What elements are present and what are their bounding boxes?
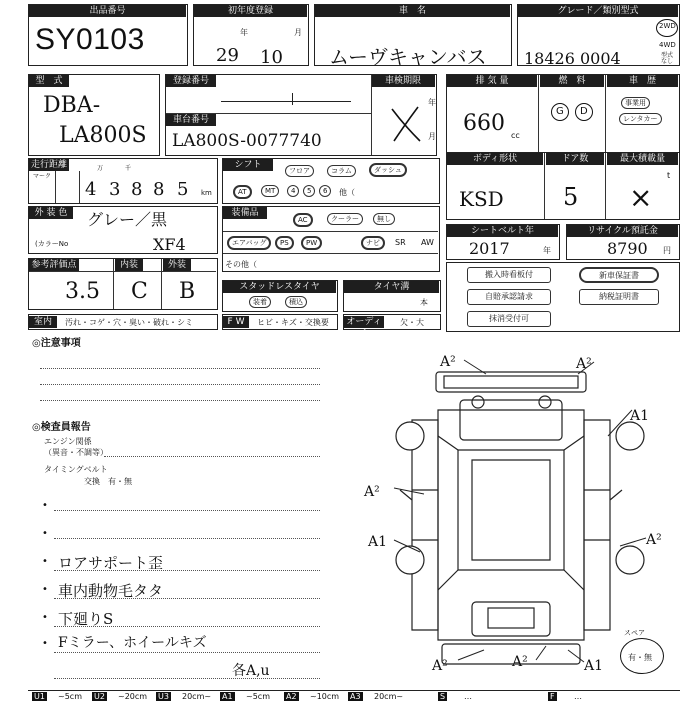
seatbelt-box [446, 224, 560, 260]
svg-text:A²: A² [512, 654, 528, 670]
fuel-label: 燃 料 [540, 75, 604, 87]
bullet: • [42, 584, 48, 595]
mileage-digit: 8 [131, 179, 143, 200]
doc-warranty: 新車保証書 [579, 267, 659, 283]
car-name-label: 車 名 [315, 5, 510, 17]
tire-box [343, 280, 441, 312]
inspection-month-unit: 月 [428, 132, 436, 141]
legend-item: U2 [94, 692, 105, 701]
month-unit: 月 [294, 28, 302, 37]
capacity-value: × [629, 181, 653, 214]
inspection-year-unit: 年 [428, 98, 436, 107]
exterior-value: B [179, 279, 196, 304]
legend-item: ~5cm [246, 692, 270, 701]
history-business: 事業用 [621, 97, 650, 109]
grade-box [517, 4, 680, 66]
displacement-unit: cc [511, 131, 520, 140]
bullet: • [42, 612, 48, 623]
interior-state-label: 室内 [29, 316, 57, 328]
equipment-aw: AW [421, 238, 434, 247]
recycle-unit: 円 [663, 246, 671, 255]
color-box [28, 206, 218, 254]
svg-text:A²: A² [576, 356, 592, 372]
studless-installed: 装着 [249, 296, 271, 308]
equipment-ac: AC [293, 213, 313, 227]
first-reg-year: 29 [216, 45, 239, 66]
mileage-digit: 3 [109, 179, 121, 200]
grade-label: グレード／類別型式 [518, 5, 678, 17]
seatbelt-unit: 年 [543, 246, 551, 255]
legend-item: S [440, 692, 446, 701]
first-registration-box [193, 4, 309, 66]
studless-box [222, 280, 338, 312]
first-reg-month: 10 [260, 47, 283, 68]
mileage-sub: マーク [33, 173, 52, 180]
fuel-d: D [580, 106, 588, 117]
inspection-label: 車検期限 [371, 75, 435, 87]
engine-label-2: （異音・不調等） [44, 448, 108, 457]
inspection-cross-mark [388, 103, 424, 145]
mileage-label: 走行距離 [30, 160, 67, 170]
displacement-value: 660 [463, 111, 505, 136]
spare-label: スペア [624, 629, 645, 637]
bullet: • [42, 500, 48, 511]
legend-item: ~5cm [58, 692, 82, 701]
svg-text:A1: A1 [584, 658, 604, 674]
shift-box [222, 158, 440, 204]
year-unit: 年 [240, 28, 248, 37]
interior-value: C [131, 279, 148, 304]
legend-item: ~20cm [118, 692, 148, 701]
footer-legend [28, 690, 680, 701]
shift-column: コラム [327, 165, 356, 177]
equipment-pw: PW [301, 236, 322, 250]
recycle-label: リサイクル預託金 [567, 225, 678, 237]
note-line-1: ロアサポート歪 [58, 554, 164, 572]
fw-label: F W [223, 316, 249, 328]
seatbelt-value: 2017 [469, 239, 510, 258]
mileage-digit: 5 [177, 179, 189, 200]
equipment-other: その他（ [225, 260, 257, 269]
registration-box [165, 74, 437, 156]
chassis-label: 車台番号 [166, 114, 216, 126]
body-shape-value: KSD [459, 187, 504, 211]
svg-text:A²: A² [364, 484, 380, 500]
legend-item: A1 [222, 692, 233, 701]
studless-loaded: 積込 [285, 296, 307, 308]
color-no-label: (カラーNo [35, 240, 69, 248]
lot-box [28, 4, 188, 66]
exterior-label: 外装 [163, 259, 191, 271]
studless-label: スタッドレスタイヤ [223, 281, 336, 293]
fw-box [222, 314, 338, 330]
note-line-4: Fミラー、ホイールキズ [58, 635, 207, 651]
legend-item: U3 [158, 692, 169, 701]
mileage-box [28, 158, 218, 204]
interior-state-box [28, 314, 218, 330]
legend-item: … [574, 692, 582, 701]
lot-number: SY0103 [35, 23, 145, 56]
history-label: 車 歴 [607, 75, 678, 87]
shift-5: 5 [303, 185, 315, 197]
doors-value: 5 [563, 183, 579, 211]
body-box [446, 152, 680, 220]
grade-value: 18426 0004 [524, 49, 621, 68]
car-name-value: ムーヴキャンバス [329, 45, 487, 69]
note-line-5: 各A,u [232, 663, 270, 679]
timing-label: タイミングベルト [44, 465, 108, 474]
drive-2wd: 2WD [659, 22, 676, 30]
equipment-airbag: エアバッグ [227, 236, 271, 250]
shift-at: AT [233, 185, 252, 199]
tire-unit: 本 [420, 298, 428, 307]
fuel-g: G [556, 106, 564, 117]
color-no-value: XF4 [153, 235, 186, 254]
svg-text:A²: A² [432, 658, 448, 674]
legend-item: A3 [350, 692, 361, 701]
doc-tax: 納税証明書 [579, 289, 659, 305]
first-reg-label: 初年度登録 [194, 5, 307, 17]
capacity-unit: t [667, 171, 671, 180]
svg-text:A1: A1 [368, 534, 388, 550]
interior-state-items: 汚れ・コゲ・穴・臭い・破れ・シミ [65, 318, 193, 327]
shift-floor: フロア [285, 165, 314, 177]
bullet: • [42, 528, 48, 539]
shift-6: 6 [319, 185, 331, 197]
inspector-title: ◎検査員報告 [32, 422, 91, 433]
equipment-box [222, 206, 440, 272]
seatbelt-label: シートベルト年 [447, 225, 558, 237]
body-shape-label: ボディ形状 [447, 153, 543, 165]
legend-item: … [464, 692, 472, 701]
displacement-label: 排 気 量 [447, 75, 537, 87]
equipment-label: 装備品 [223, 207, 267, 219]
doc-cancel: 抹消受付可 [467, 311, 551, 327]
note-line-3: 下廻りS [58, 610, 114, 628]
spare-value: 有・無 [628, 653, 652, 662]
engine-label-1: エンジン関係 [44, 437, 92, 446]
bullet: • [42, 556, 48, 567]
interior-label: 内装 [115, 259, 143, 271]
audio-label: オーディオ [344, 316, 384, 328]
mileage-digit: 4 [85, 179, 97, 200]
model-value-1: DBA- [43, 93, 101, 118]
recycle-box [566, 224, 680, 260]
audio-box [343, 314, 441, 339]
equipment-ps: PS [275, 236, 294, 250]
lot-label: 出品番号 [29, 5, 186, 17]
legend-item: ~10cm [310, 692, 340, 701]
tire-label: タイヤ溝 [344, 281, 439, 293]
reg-no-label: 登録番号 [166, 75, 216, 87]
doc-jibai: 自賠承認請求 [467, 289, 551, 305]
legend-item: F [550, 692, 555, 701]
mileage-unit-km: km [201, 189, 212, 197]
legend-item: A2 [286, 692, 297, 701]
equipment-navi: ナビ [361, 236, 385, 250]
legend-item: U1 [34, 692, 45, 701]
drive-4wd: 4WD [659, 41, 676, 49]
drive-none: 型式 なし [661, 52, 674, 65]
equipment-cooler: クーラー [327, 213, 363, 225]
bullet: • [42, 638, 48, 649]
color-label: 外 装 色 [29, 207, 73, 219]
shift-other: 他（ [339, 188, 355, 197]
svg-text:A1: A1 [630, 408, 650, 424]
engine-box [446, 74, 680, 156]
model-value-2: LA800S [59, 123, 147, 148]
svg-text:A²: A² [646, 532, 662, 548]
car-diagram [340, 340, 700, 680]
model-box [28, 74, 160, 156]
score-value: 3.5 [65, 279, 100, 304]
shift-mt: MT [261, 185, 279, 197]
capacity-label: 最大積載量 [607, 153, 678, 165]
note-line-2: 車内動物毛タタ [58, 582, 164, 600]
doc-carry-in: 搬入時看板付 [467, 267, 551, 283]
timing-options: 交換 有・無 [84, 477, 132, 486]
mileage-unit-sen: 千 [125, 165, 132, 172]
score-label: 参考評価点 [29, 259, 79, 271]
audio-items: 欠・大 [400, 318, 424, 327]
equipment-sr: SR [395, 238, 406, 247]
svg-text:A²: A² [440, 354, 456, 370]
mileage-unit-man: 万 [97, 165, 104, 172]
score-box [28, 258, 218, 310]
equipment-none: 無し [373, 213, 395, 225]
shift-4: 4 [287, 185, 299, 197]
shift-label: シフト [223, 159, 273, 171]
caution-title: ◎注意事項 [32, 338, 81, 349]
history-rental: レンタカー [619, 113, 662, 125]
legend-item: 20cm~ [182, 692, 212, 701]
recycle-value: 8790 [607, 239, 648, 258]
doors-label: ドア数 [546, 153, 604, 165]
fw-items: ヒビ・キズ・交換要 [257, 318, 329, 327]
legend-item: 20cm~ [374, 692, 404, 701]
model-label: 型 式 [29, 75, 69, 87]
shift-dash: ダッシュ [369, 163, 407, 177]
mileage-digit: 8 [153, 179, 165, 200]
color-value: グレー／黒 [87, 210, 168, 229]
documents-box [446, 262, 680, 332]
chassis-value: LA800S-0077740 [172, 131, 322, 151]
car-name-box [314, 4, 512, 69]
